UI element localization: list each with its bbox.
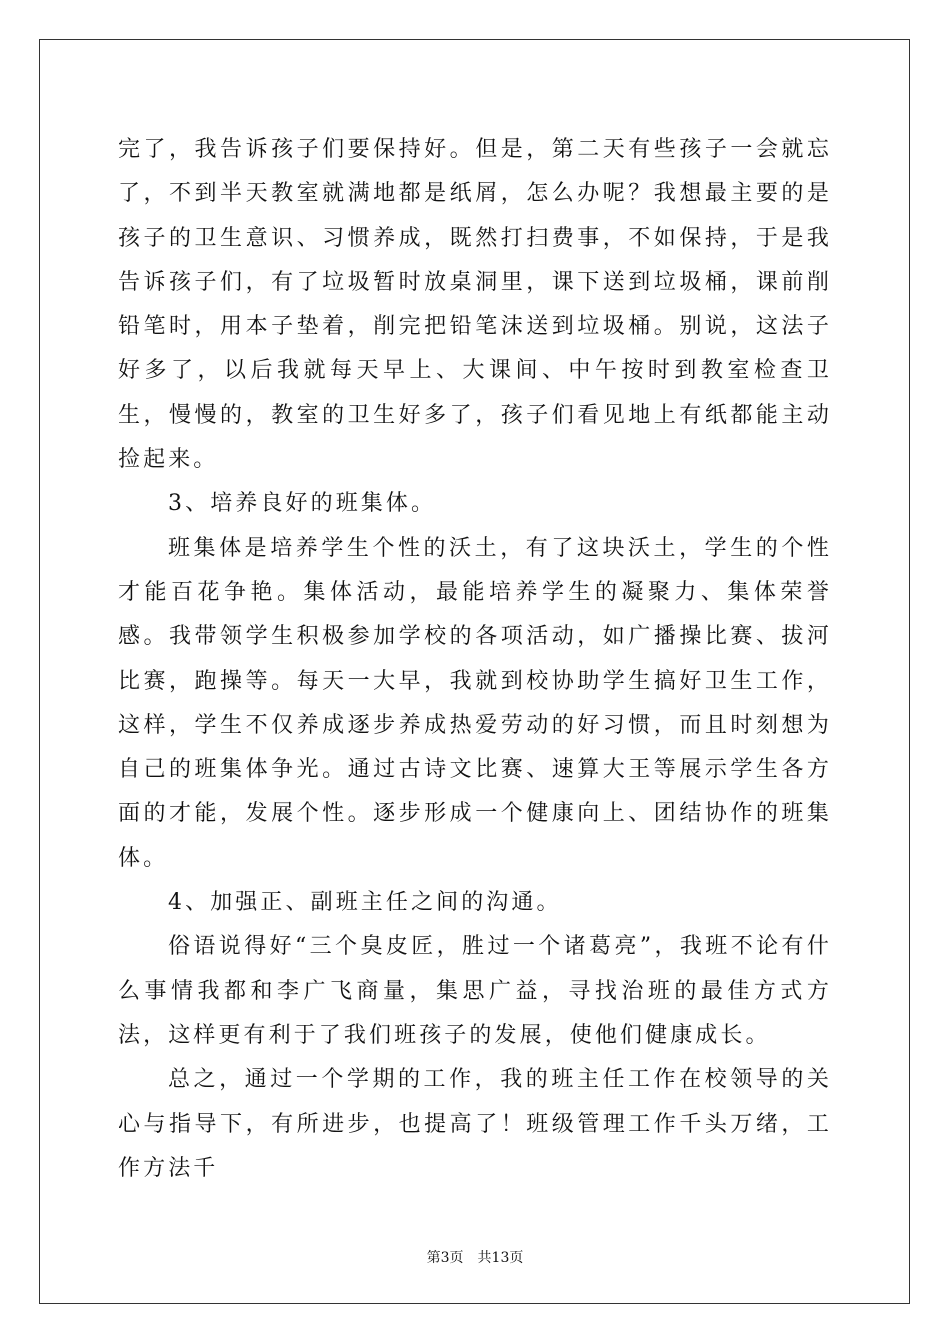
paragraph-3: 俗语说得好“三个臭皮匠，胜过一个诸葛亮”，我班不论有什么事情我都和李广飞商量，集思广益，寻找治班的最佳方式方法，这样更有利于了我们班孩子的发展，使他们健康成长。	[118, 934, 832, 1048]
document-body	[118, 128, 832, 1191]
paragraph-1: 完了，我告诉孩子们要保持好。但是，第二天有些孩子一会就忘了，不到半天教室就满地都是纸屑，怎么办呢？我想最主要的是孩子的卫生意识、习惯养成，既然打扫费事，不如保持，于是我告诉孩子们，有了垃圾暂时放桌洞里，课下送到垃圾桶，课前削铅笔时，用本子垫着，削完把铅笔沫送到垃圾桶。别说，这法子好多了，以后我就每天早上、大课间、中午按时到教室检查卫生，慢慢的，教室的卫生好多了，孩子们看见地上有纸都能主动捡起来。	[118, 137, 832, 473]
page-number: 第3页	[426, 1250, 464, 1266]
paragraph-heading-4: 4、加强正、副班主任之间的沟通。	[168, 890, 562, 916]
paragraph-heading-3: 3、培养良好的班集体。	[168, 491, 437, 517]
total-pages: 共13页	[477, 1250, 524, 1266]
paragraph-4: 总之，通过一个学期的工作，我的班主任工作在校领导的关心与指导下，有所进步，也提高了！班级管理工作千头万绪，工作方法千	[118, 1067, 832, 1181]
paragraph-2: 班集体是培养学生个性的沃土，有了这块沃土，学生的个性才能百花争艳。集体活动，最能培养学生的凝聚力、集体荣誉感。我带领学生积极参加学校的各项活动，如广播操比赛、拔河比赛，跑操等。每天一大早，我就到校协助学生搞好卫生工作，这样，学生不仅养成逐步养成热爱劳动的好习惯，而且时刻想为自己的班集体争光。通过古诗文比赛、速算大王等展示学生各方面的才能，发展个性。逐步形成一个健康向上、团结协作的班集体。	[118, 535, 832, 871]
page-footer	[0, 1247, 950, 1267]
